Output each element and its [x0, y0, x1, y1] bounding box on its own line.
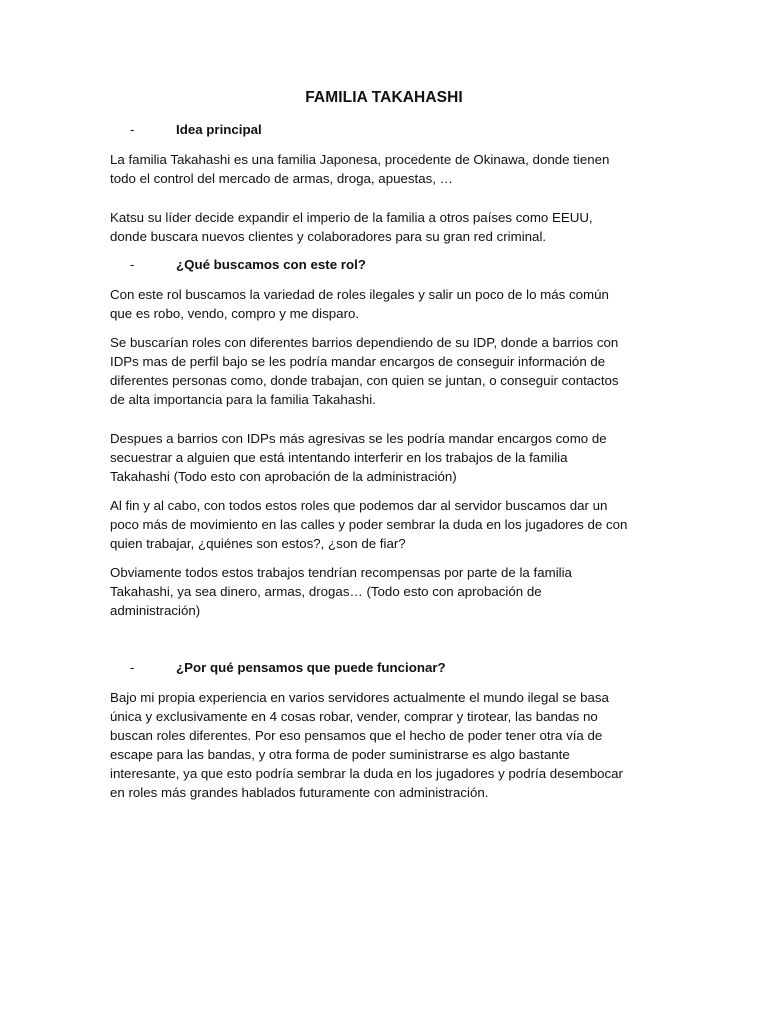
bullet-dash: -: [130, 660, 135, 675]
paragraph-line: única y exclusivamente en 4 cosas robar, vender, comprar y tirotear, las bandas no: [110, 709, 598, 724]
paragraph-line: Takahashi, ya sea dinero, armas, drogas… (Todo esto con aprobación de: [110, 584, 542, 599]
section-heading-que-buscamos: [110, 257, 366, 272]
section-heading-idea-principal: [110, 122, 262, 137]
paragraph-line: Takahashi (Todo esto con aprobación de la administración): [110, 469, 457, 484]
bullet-dash: -: [130, 257, 135, 272]
paragraph: [110, 496, 662, 553]
paragraph-line: de alta importancia para la familia Takahashi.: [110, 392, 376, 407]
paragraph-line: Al fin y al cabo, con todos estos roles que podemos dar al servidor buscamos dar un: [110, 498, 608, 513]
paragraph-line: escape para las bandas, y otra forma de poder suministrarse es algo bastante: [110, 747, 570, 762]
paragraph-line: donde buscara nuevos clientes y colaboradores para su gran red criminal.: [110, 229, 547, 244]
paragraph-line: secuestrar a alguien que está intentando interferir en los trabajos de la familia: [110, 450, 568, 465]
section-heading-label: Idea principal: [176, 122, 262, 137]
paragraph-line: IDPs mas de perfil bajo se les podría mandar encargos de conseguir información de: [110, 354, 606, 369]
section-heading-por-que-funciona: [110, 660, 446, 675]
paragraph: [110, 563, 662, 620]
paragraph: [110, 285, 662, 323]
paragraph-line: quien trabajar, ¿quiénes son estos?, ¿son de fiar?: [110, 536, 406, 551]
paragraph-line: La familia Takahashi es una familia Japonesa, procedente de Okinawa, donde tienen: [110, 152, 610, 167]
paragraph-line: poco más de movimiento en las calles y poder sembrar la duda en los jugadores de con: [110, 517, 628, 532]
paragraph-line: que es robo, vendo, compro y me disparo.: [110, 306, 360, 321]
document-title: FAMILIA TAKAHASHI: [305, 89, 463, 106]
paragraph-line: Obviamente todos estos trabajos tendrían recompensas por parte de la familia: [110, 565, 572, 580]
paragraph-line: diferentes personas como, donde trabajan, con quien se juntan, o conseguir contactos: [110, 373, 619, 388]
paragraph: [110, 429, 662, 486]
paragraph-line: Con este rol buscamos la variedad de roles ilegales y salir un poco de lo más común: [110, 287, 609, 302]
paragraph: [110, 688, 662, 802]
section-heading-label: ¿Por qué pensamos que puede funcionar?: [176, 660, 446, 675]
paragraph-line: todo el control del mercado de armas, droga, apuestas, …: [110, 171, 453, 186]
paragraph-line: Se buscarían roles con diferentes barrios dependiendo de su IDP, donde a barrios con: [110, 335, 619, 350]
paragraph-line: Katsu su líder decide expandir el imperio de la familia a otros países como EEUU,: [110, 210, 593, 225]
paragraph-line: Bajo mi propia experiencia en varios servidores actualmente el mundo ilegal se basa: [110, 690, 609, 705]
section-heading-label: ¿Qué buscamos con este rol?: [176, 257, 366, 272]
paragraph-line: interesante, ya que esto podría sembrar la duda en los jugadores y podría desembocar: [110, 766, 623, 781]
bullet-dash: -: [130, 122, 135, 137]
paragraph-line: Despues a barrios con IDPs más agresivas se les podría mandar encargos como de: [110, 431, 607, 446]
paragraph-line: en roles más grandes hablados futuramente con administración.: [110, 785, 489, 800]
paragraph: [110, 208, 662, 246]
paragraph-line: buscan roles diferentes. Por eso pensamos que el hecho de poder tener otra vía de: [110, 728, 603, 743]
paragraph: [110, 333, 662, 409]
paragraph: [110, 150, 662, 188]
paragraph-line: administración): [110, 603, 201, 618]
